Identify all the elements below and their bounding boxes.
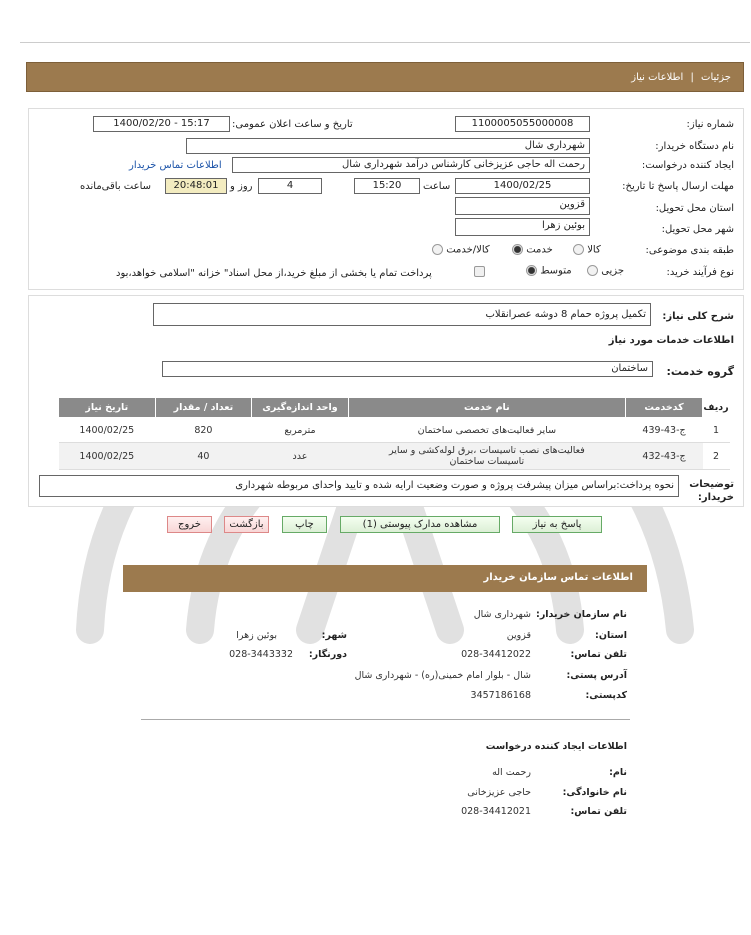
cell-code: ج-43-439 xyxy=(626,418,703,443)
remaining-time-field: 20:48:01 xyxy=(165,178,227,194)
process-medium-radio[interactable] xyxy=(526,265,537,276)
attachments-button[interactable]: مشاهده مدارک پیوستی (1) xyxy=(340,516,500,533)
deadline-time-label: ساعت xyxy=(423,181,451,192)
address-label: آدرس پستی: xyxy=(566,670,627,681)
city-field: بوئین زهرا xyxy=(455,218,590,236)
contact-city-label: شهر: xyxy=(321,630,347,641)
cell-qty: 820 xyxy=(155,418,252,443)
reply-button[interactable]: پاسخ به نیاز xyxy=(512,516,602,533)
back-button[interactable]: بازگشت xyxy=(224,516,269,533)
payment-checkbox[interactable] xyxy=(474,266,485,277)
fax-value: 028-3443332 xyxy=(229,649,293,660)
cell-unit: مترمربع xyxy=(252,418,349,443)
requester-label: ایجاد کننده درخواست: xyxy=(641,160,734,171)
cell-unit: عدد xyxy=(252,443,349,470)
services-table-wrap xyxy=(58,397,730,470)
buyer-notes-label: توضیحات خریدار: xyxy=(689,479,734,503)
breadcrumb-need-info[interactable]: اطلاعات نیاز xyxy=(631,72,684,83)
cell-row: 1 xyxy=(703,418,730,443)
process-option-minor-label: جزیی xyxy=(601,265,625,277)
deadline-date-field: 1400/02/25 xyxy=(455,178,590,194)
category-option-service[interactable] xyxy=(510,244,553,256)
need-number-field: 1100005055000008 xyxy=(455,116,590,132)
summary-field: تکمیل پروژه حمام 8 دوشه عصرانقلاب xyxy=(153,303,651,326)
category-label: طبقه بندی موضوعی: xyxy=(645,245,734,256)
services-title: اطلاعات خدمات مورد نیاز xyxy=(608,335,734,346)
contact-header xyxy=(123,565,647,592)
deadline-time-field: 15:20 xyxy=(354,178,420,194)
category-option-goods[interactable] xyxy=(571,244,601,256)
service-group-label: گروه خدمت: xyxy=(666,365,734,378)
buyer-org-field: شهرداری شال xyxy=(186,138,590,154)
category-option-goods-service-label: کالا/خدمت xyxy=(446,244,490,256)
phone-label: تلفن تماس: xyxy=(570,649,627,660)
creator-family-value: حاجی عزیزخانی xyxy=(467,787,531,798)
category-option-goods-service[interactable] xyxy=(430,244,490,256)
cell-name: سایر فعالیت‌های تخصصی ساختمان xyxy=(348,418,625,443)
process-option-medium[interactable] xyxy=(524,265,572,277)
contact-province-value: قزوین xyxy=(506,630,531,641)
contact-title: اطلاعات تماس سازمان خریدار xyxy=(483,572,633,583)
fax-label: دورنگار: xyxy=(308,649,347,660)
col-name: نام خدمت xyxy=(348,398,625,418)
creator-name-label: نام: xyxy=(609,767,627,778)
contact-province-label: استان: xyxy=(595,630,627,641)
creator-phone-label: تلفن تماس: xyxy=(570,806,627,817)
process-option-medium-label: متوسط xyxy=(540,265,572,277)
top-divider xyxy=(20,42,750,43)
summary-label: شرح کلی نیاز: xyxy=(662,311,734,322)
col-date: تاریخ نیاز xyxy=(59,398,156,418)
category-service-radio[interactable] xyxy=(512,244,523,255)
province-label: استان محل تحویل: xyxy=(655,203,734,214)
table-row xyxy=(59,418,730,443)
category-goods-radio[interactable] xyxy=(573,244,584,255)
requester-field: رحمت اله حاجی عزیزخانی کارشناس درآمد شهرداری شال xyxy=(232,157,590,173)
page-header-bar xyxy=(26,62,744,92)
announce-field: 1400/02/20 - 15:17 xyxy=(93,116,230,132)
cell-name: فعالیت‌های نصب تاسیسات ،برق لوله‌کشی و سایر تاسیسات ساختمان xyxy=(348,443,625,470)
deadline-label: مهلت ارسال پاسخ تا تاریخ: xyxy=(622,181,734,192)
address-value: شال - بلوار امام خمینی(ره) - شهرداری شال xyxy=(354,670,531,681)
org-value: شهرداری شال xyxy=(473,609,531,620)
creator-family-label: نام خانوادگی: xyxy=(562,787,627,798)
buyer-org-label: نام دستگاه خریدار: xyxy=(655,141,734,152)
cell-date: 1400/02/25 xyxy=(59,418,156,443)
process-option-minor[interactable] xyxy=(585,265,624,277)
table-header-row xyxy=(59,398,730,418)
contact-divider xyxy=(141,719,630,720)
postal-value: 3457186168 xyxy=(470,690,531,701)
cell-code: ج-43-432 xyxy=(626,443,703,470)
cell-date: 1400/02/25 xyxy=(59,443,156,470)
print-button[interactable]: چاپ xyxy=(282,516,327,533)
province-field: قزوین xyxy=(455,197,590,215)
service-group-field: ساختمان xyxy=(162,361,653,377)
creator-name-value: رحمت اله xyxy=(492,767,531,778)
postal-label: کدپستی: xyxy=(585,690,627,701)
cell-qty: 40 xyxy=(155,443,252,470)
process-label: نوع فرآیند خرید: xyxy=(666,267,734,278)
cell-row: 2 xyxy=(703,443,730,470)
remaining-time-label: ساعت باقی‌مانده xyxy=(80,181,152,192)
creator-phone-value: 028-34412021 xyxy=(461,806,531,817)
phone-value: 028-34412022 xyxy=(461,649,531,660)
contact-city-value: بوئین زهرا xyxy=(236,630,277,641)
announce-label: تاریخ و ساعت اعلان عمومی: xyxy=(232,119,353,130)
buyer-contact-link[interactable]: اطلاعات تماس خریدار xyxy=(129,160,222,171)
org-label: نام سازمان خریدار: xyxy=(536,609,627,620)
payment-note: پرداخت تمام یا بخشی از مبلغ خرید،از محل اسناد" خزانه "اسلامی خواهد،بود xyxy=(116,268,432,279)
category-option-service-label: خدمت xyxy=(526,244,553,256)
col-code: کدخدمت xyxy=(626,398,703,418)
col-qty: تعداد / مقدار xyxy=(155,398,252,418)
breadcrumb xyxy=(631,72,731,83)
category-option-goods-label: کالا xyxy=(587,244,601,256)
table-row xyxy=(59,443,730,470)
col-row: ردیف xyxy=(703,398,730,418)
need-number-label: شماره نیاز: xyxy=(686,119,734,130)
breadcrumb-separator: | xyxy=(690,72,694,83)
exit-button[interactable]: خروج xyxy=(167,516,212,533)
days-field: 4 xyxy=(258,178,322,194)
col-unit: واحد اندازه‌گیری xyxy=(252,398,349,418)
days-label: روز و xyxy=(230,181,253,192)
category-goods-service-radio[interactable] xyxy=(432,244,443,255)
city-label: شهر محل تحویل: xyxy=(661,224,734,235)
creator-title: اطلاعات ایجاد کننده درخواست xyxy=(485,741,627,752)
process-minor-radio[interactable] xyxy=(587,265,598,276)
buyer-notes-field: نحوه پرداخت:براساس میزان پیشرفت پروژه و صورت وضعیت ارایه شده و تایید واحدای مربوطه شهرداری xyxy=(39,475,679,497)
breadcrumb-details[interactable]: جزئیات xyxy=(701,72,731,83)
need-info-panel xyxy=(28,108,744,290)
services-table xyxy=(58,397,730,470)
